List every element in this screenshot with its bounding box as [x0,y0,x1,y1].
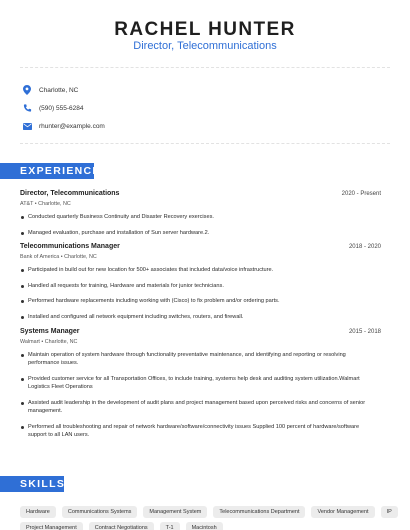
job-bullet-text: Participated in build out for new location for 500+ associates that included data/voice infrastructure. [28,267,274,273]
job-company: AT&T [20,201,34,207]
phone-icon [22,103,32,113]
skill-chip: Hardware [20,506,56,518]
job-bullet [20,229,372,237]
job-bullet [20,213,372,221]
job-employer: Walmart • Charlotte, NC [20,339,78,345]
job-bullet-text: Performed all troubleshooting and repair of network hardware/software/connectivity issues Supplied 100 percent of hardware/software support to all LAN users. [28,424,360,438]
skills-row [20,506,398,518]
job-title: Systems Manager [20,328,80,335]
skill-chip: Telecommunications Department [213,506,305,518]
job-employer: AT&T • Charlotte, NC [20,201,71,207]
email-text: rhunter@example.com [39,122,105,130]
skill-chip: Communications Systems [62,506,138,518]
job-location: Charlotte, NC [38,201,71,207]
job-bullet [20,282,372,290]
job-company: Bank of America [20,254,60,260]
job-bullet-text: Maintain operation of system hardware through functionality preventative maintenance, and identifying and reporting or resolving performance issues. [28,352,346,366]
job-bullet-text: Provided customer service for all Transportation Offices, to include training, systems help desk and auditing system utilization.Walmart Logistics Fleet Operations [28,376,360,390]
candidate-name: RACHEL HUNTER [114,19,296,40]
skills-heading: SKILLS [0,476,64,492]
job-bullet [20,399,372,415]
skill-chip: Management System [143,506,207,518]
skill-chip: T-1 [160,522,180,530]
job-location: Charlotte, NC [44,339,78,345]
job-title: Telecommunications Manager [20,243,120,250]
job-bullet [20,313,372,321]
job-location: Charlotte, NC [64,254,97,260]
contact-email [22,120,105,132]
skill-chip: Project Management [20,522,83,530]
contact-phone [22,102,83,114]
skill-chip: Macintosh [186,522,223,530]
job-bullet [20,423,372,439]
envelope-icon [22,121,32,131]
job-bullet [20,375,372,391]
job-bullet-text: Managed evaluation, purchase and installation of Sun server hardware.2. [28,230,210,236]
job-bullet [20,266,372,274]
contact-divider [20,143,390,144]
job-employer: Bank of America • Charlotte, NC [20,254,97,260]
contact-location [22,84,78,96]
phone-text: (590) 555-6284 [39,104,84,112]
job-dates: 2015 - 2018 [348,329,381,335]
job-dates: 2018 - 2020 [348,244,381,250]
skill-chip: Vendor Management [311,506,374,518]
job-bullet-text: Handled all requests for training, Hardware and materials for junior technicians. [28,283,224,289]
job-bullet-text: Conducted quarterly Business Continuity and Disaster Recovery exercises. [28,214,214,220]
experience-heading: EXPERIENCE [0,163,94,179]
job-bullet [20,351,372,367]
header-divider [20,67,390,68]
location-pin-icon [22,85,32,95]
skill-chip: IP [381,506,398,518]
job-bullet-text: Assisted audit leadership in the development of audit plans and project management based upon perceived risks and concerns of senior management. [28,400,366,414]
job-dates: 2020 - Present [341,191,381,197]
job-company: Walmart [20,339,40,345]
job-bullet-text: Installed and configured all network equipment including switches, routers, and firewall. [28,314,244,320]
job-bullet [20,297,372,305]
skills-row [20,522,223,530]
candidate-role: Director, Telecommunications [133,40,277,52]
skill-chip: Contract Negotiations [89,522,154,530]
location-text: Charlotte, NC [39,86,79,94]
job-bullet-text: Performed hardware replacements including working with (Cisco) to fix problem and/or ordering parts. [28,298,280,304]
job-title: Director, Telecommunications [20,190,120,197]
